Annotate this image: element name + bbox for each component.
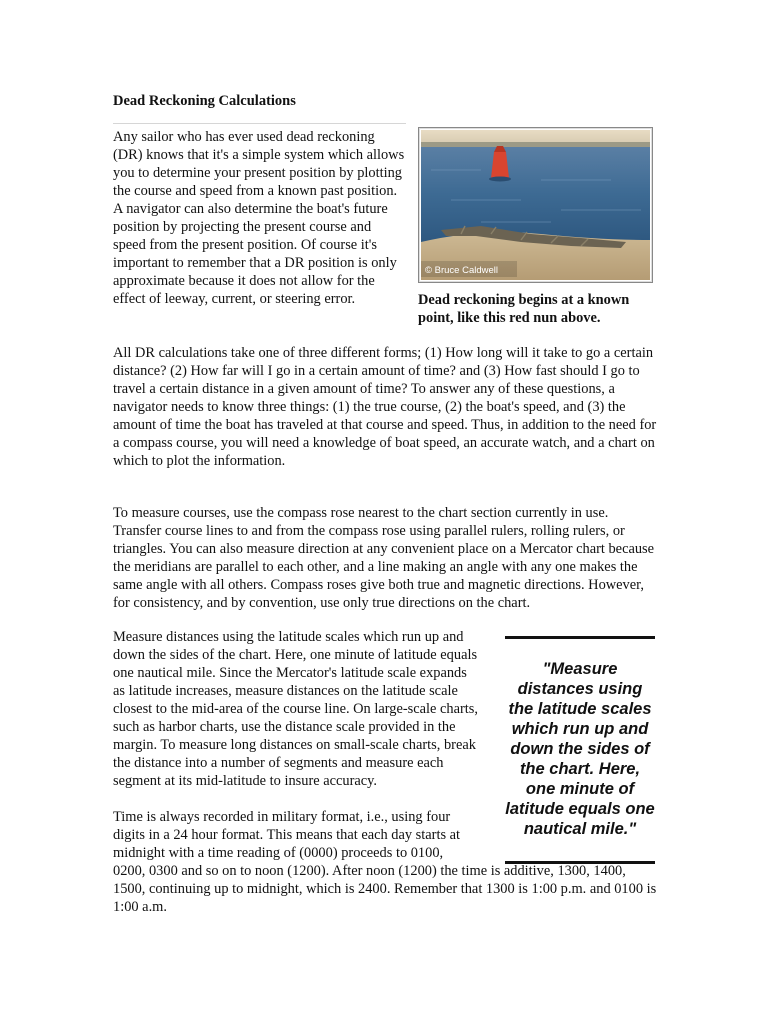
paragraph-time [113, 808, 658, 916]
page-title: Dead Reckoning Calculations [113, 93, 296, 109]
paragraph-intro: Any sailor who has ever used dead reckoning (DR) knows that it's a simple system which allows you to determine your present position by plotting the course and speed from a known past position. A navigator can also determine the boat's future position by projecting the present course and speed from the present position. Of course it's important to remember that a DR position is only approximate because it does not allow for the effect of leeway, current, or steering error. [113, 129, 405, 307]
title-divider [113, 123, 406, 124]
paragraph-courses: To measure courses, use the compass rose nearest to the chart section currently in use. Transfer course lines to and from the compass rose using parallel rulers, rolling rulers, or triangles. You can also measure direction at any convenient place on a Mercator chart because the meridians are parallel to each other, and a line making an angle with any one makes the same angle with all others. Compass roses give both true and magnetic directions. However, for consistency, and by convention, use only true directions on the chart. [113, 505, 655, 611]
paragraph-time-text: Time is always recorded in military format, i.e., using four digits in a 24 hour format. This means that each day starts at midnight with a time reading of (0000) proceeds to 0100, 0200, 0300 and so on to noon (1200). After noon (1200) the time is additive, 1300, 1400, 1500, continuing up to midnight, which is 2400. Remember that 1300 is 1:00 p.m. and 0100 is 1:00 a.m. [113, 809, 657, 915]
photo-figure [418, 127, 655, 327]
pull-quote-text-wrap-spacer [478, 808, 658, 862]
photo-caption: Dead reckoning begins at a known point, like this red nun above. [418, 292, 630, 326]
pull-quote-text: "Measure distances using the latitude scales which run up and down the sides of the chart. Here, one minute of latitude equals one nautical mile." [505, 660, 655, 838]
paragraph-forms: All DR calculations take one of three different forms; (1) How long will it take to go a certain distance? (2) How far will I go in a certain amount of time? and (3) How fast should I go to travel a certain distance in a given amount of time? To answer any of these questions, a navigator needs to know three things: (1) the true course, (2) the boat's speed, and (3) the amount of time the boat has traveled at that course and speed. Thus, in addition to the need for a compass course, you will need a knowledge of boat speed, an accurate watch, and a chart on which to plot the information. [113, 345, 657, 469]
red-nun-buoy-photo [421, 130, 650, 280]
photo-credit: © Bruce Caldwell [425, 265, 498, 276]
pull-quote-top-rule [505, 636, 655, 639]
paragraph-distances: Measure distances using the latitude scales which run up and down the sides of the chart. Here, one minute of latitude equals one nautical mile. Since the Mercator's latitude scale expands as latitude increases, measure distances on the latitude scale closest to the mid-area of the course line. On large-scale charts, such as harbor charts, use the distance scale provided in the margin. To measure long distances on small-scale charts, break the distance into a number of segments and measure each segment at its mid-latitude to insure accuracy. [113, 629, 478, 789]
photo-frame [418, 127, 653, 283]
